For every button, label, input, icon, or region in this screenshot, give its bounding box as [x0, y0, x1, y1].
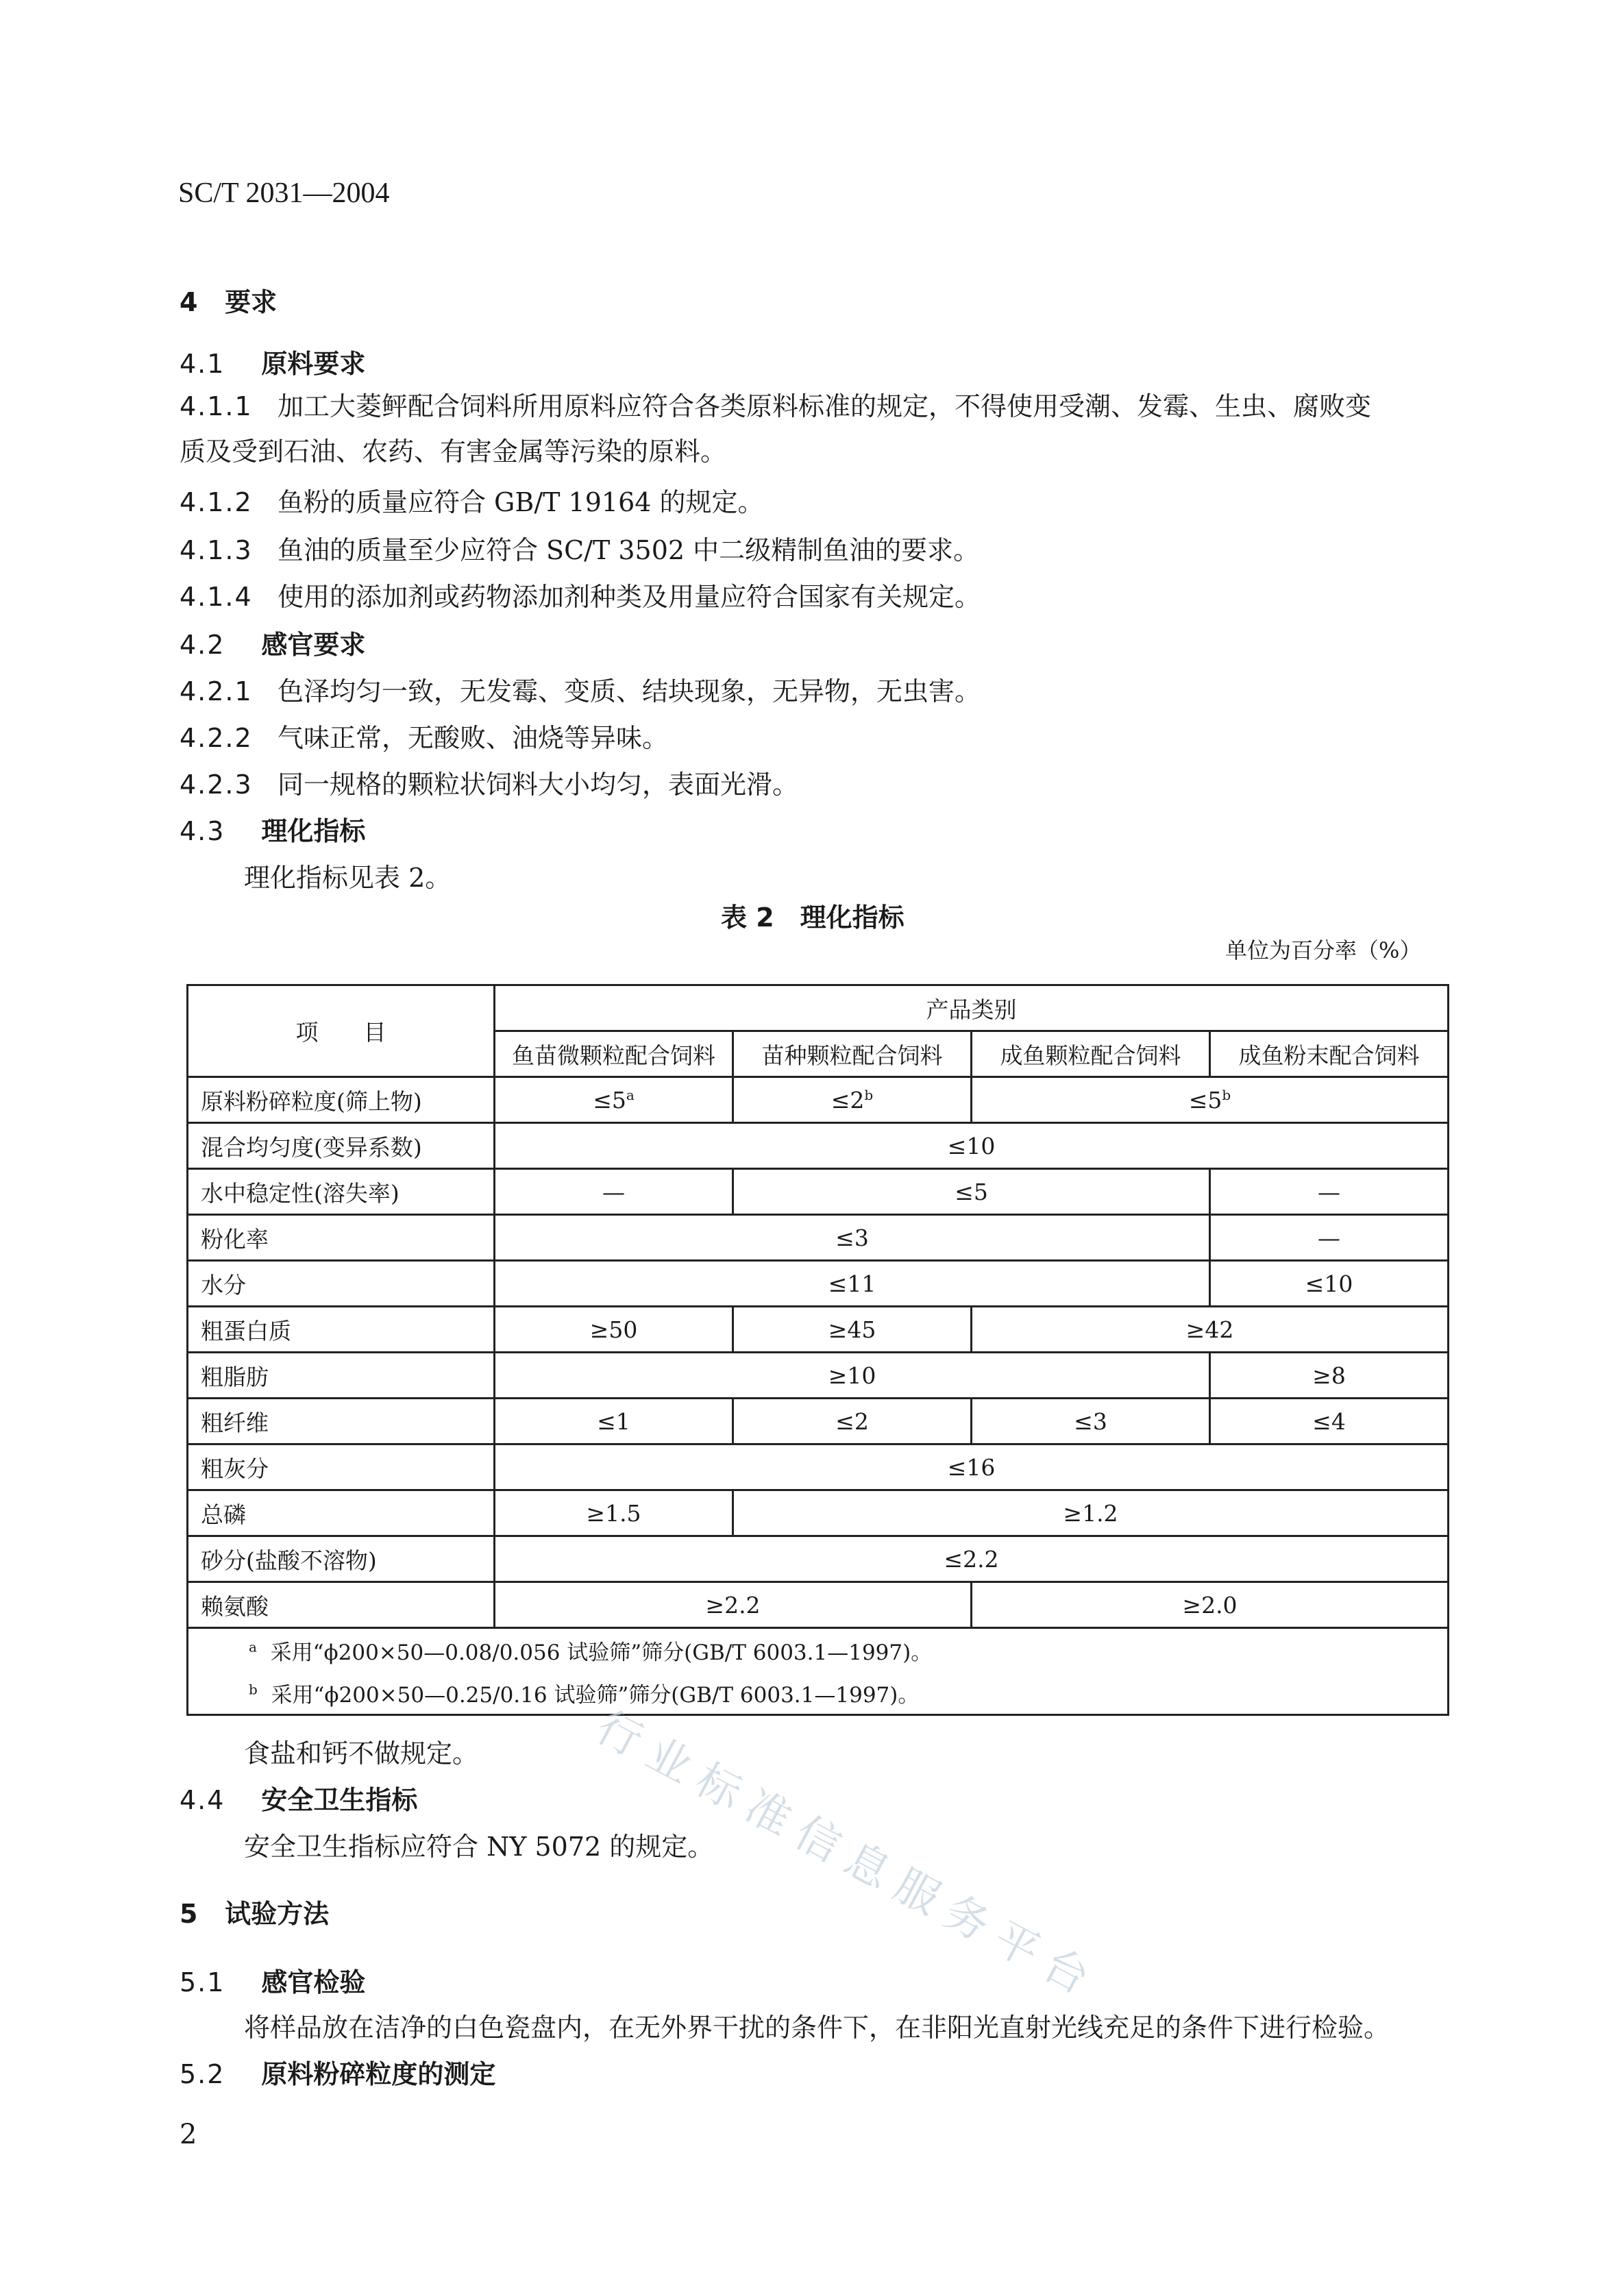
clause-4-1-4 — [180, 576, 981, 613]
table-cell: $\le 5^a$ — [495, 1077, 733, 1123]
clause-number: 4.1.3 — [180, 535, 253, 565]
table-cell: ≤10 — [495, 1123, 1449, 1169]
clause-text: 色泽均匀一致，无发霉、变质、结块现象，无异物，无虫害。 — [277, 676, 981, 706]
row-label: 水中稳定性(溶失率) — [188, 1169, 495, 1215]
row-label: 赖氨酸 — [188, 1582, 495, 1628]
row-label: 粗脂肪 — [188, 1353, 495, 1399]
section-4-3-heading — [180, 810, 365, 848]
row-label: 总磷 — [188, 1490, 495, 1536]
section-5-2-heading — [180, 2053, 495, 2091]
table-cell: — — [495, 1169, 733, 1215]
table-head-group: 产品类别 — [495, 985, 1449, 1031]
table-head-col: 鱼苗微颗粒配合饲料 — [495, 1031, 733, 1077]
section-title: 感官要求 — [261, 630, 366, 660]
table-row — [188, 1123, 1449, 1169]
clause-4-2-3 — [180, 763, 798, 801]
table-cell: — — [1210, 1215, 1449, 1261]
table-cell: ≤10 — [1210, 1261, 1449, 1307]
watermark: 行业标准信息服务平台 — [588, 1701, 1108, 2010]
section-number: 4.4 — [180, 1785, 225, 1815]
clause-number: 4.2.2 — [180, 723, 253, 753]
table-cell: ≥2.2 — [495, 1582, 972, 1628]
table-row — [188, 1215, 1449, 1261]
row-label: 粉化率 — [188, 1215, 495, 1261]
table-head-col: 苗种颗粒配合饲料 — [733, 1031, 972, 1077]
table-cell: ≤16 — [495, 1444, 1449, 1490]
row-label: 粗蛋白质 — [188, 1307, 495, 1353]
row-label: 水分 — [188, 1261, 495, 1307]
clause-number: 4.1.4 — [180, 582, 253, 612]
section-title: 原料要求 — [261, 349, 366, 379]
clause-4-1-1-cont: 质及受到石油、农药、有害金属等污染的原料。 — [180, 436, 727, 467]
table-cell: ≥2.0 — [972, 1582, 1449, 1628]
section-4-4-text: 安全卫生指标应符合 NY 5072 的规定。 — [244, 1832, 714, 1862]
clause-text: 加工大菱鲆配合饲料所用原料应符合各类原料标准的规定，不得使用受潮、发霉、生虫、腐败变 — [277, 391, 1371, 421]
table-head-item: 项 目 — [188, 985, 495, 1077]
table-footnote-row — [188, 1628, 1449, 1672]
clause-text: 使用的添加剂或药物添加剂种类及用量应符合国家有关规定。 — [277, 582, 981, 612]
section-title: 安全卫生指标 — [261, 1785, 418, 1815]
clause-4-1-1 — [180, 385, 1371, 423]
section-title: 理化指标 — [261, 816, 366, 846]
table-footnote-row — [188, 1671, 1449, 1715]
clause-text: 鱼粉的质量应符合 GB/T 19164 的规定。 — [277, 487, 764, 517]
table-row — [188, 1261, 1449, 1307]
row-label: 原料粉碎粒度(筛上物) — [188, 1077, 495, 1123]
row-label: 粗纤维 — [188, 1399, 495, 1444]
clause-4-1-2 — [180, 481, 764, 519]
section-title: 感官检验 — [261, 1967, 366, 1997]
clause-number: 4.2.3 — [180, 770, 253, 800]
section-number: 4.3 — [180, 816, 225, 846]
table-cell: $\le 5^b$ — [972, 1077, 1449, 1123]
table-row — [188, 1536, 1449, 1582]
table-cell: ≤2.2 — [495, 1536, 1449, 1582]
clause-4-2-2 — [180, 717, 668, 754]
table-cell: ≤3 — [972, 1399, 1210, 1444]
table-row — [188, 1490, 1449, 1536]
standard-number: SC/T 2031—2004 — [178, 177, 390, 209]
table-title: 表 2 理化指标 — [721, 902, 905, 933]
table-cell: ≤3 — [495, 1215, 1210, 1261]
clause-4-1-3 — [180, 529, 979, 567]
table-cell: $\le 2^b$ — [733, 1077, 972, 1123]
table-header-row — [188, 985, 1449, 1031]
page-number: 2 — [180, 2119, 197, 2150]
table-row — [188, 1444, 1449, 1490]
table-cell: ≥10 — [495, 1353, 1210, 1399]
section-title: 原料粉碎粒度的测定 — [261, 2059, 496, 2089]
section-4-1-heading — [180, 343, 365, 380]
table-cell: ≥8 — [1210, 1353, 1449, 1399]
section-5-1-heading — [180, 1961, 365, 1999]
table-2 — [186, 984, 1449, 1716]
table-cell: ≤1 — [495, 1399, 733, 1444]
section-number: 4 — [180, 287, 198, 317]
section-number: 5.1 — [180, 1967, 225, 1997]
section-number: 5 — [180, 1899, 198, 1929]
table-row — [188, 1399, 1449, 1444]
section-number: 5.2 — [180, 2059, 225, 2089]
clause-text: 鱼油的质量至少应符合 SC/T 3502 中二级精制鱼油的要求。 — [277, 535, 980, 565]
table-cell: ≥1.5 — [495, 1490, 733, 1536]
section-4-heading — [180, 281, 277, 319]
section-4-2-heading — [180, 624, 365, 661]
row-label: 粗灰分 — [188, 1444, 495, 1490]
table-cell: ≥45 — [733, 1307, 972, 1353]
table-cell: — — [1210, 1169, 1449, 1215]
table-row — [188, 1582, 1449, 1628]
section-number: 4.1 — [180, 349, 225, 379]
clause-number: 4.1.2 — [180, 487, 253, 517]
table-footnote: $^a$ 采用“ϕ200×50—0.08/0.056 试验筛”筛分(GB/T 6003.1—1997)。 — [188, 1628, 1449, 1672]
table-unit: 单位为百分率（%） — [1225, 937, 1422, 963]
clause-number: 4.1.1 — [180, 391, 253, 421]
section-title: 试验方法 — [225, 1899, 330, 1929]
table-cell: ≥42 — [972, 1307, 1449, 1353]
section-5-1-text: 将样品放在洁净的白色瓷盘内，在无外界干扰的条件下，在非阳光直射光线充足的条件下进行检验。 — [244, 2013, 1390, 2043]
section-number: 4.2 — [180, 630, 225, 660]
table-row — [188, 1307, 1449, 1353]
section-title: 要求 — [225, 287, 278, 317]
table-row — [188, 1169, 1449, 1215]
table-cell: ≤11 — [495, 1261, 1210, 1307]
after-table-text: 食盐和钙不做规定。 — [244, 1738, 479, 1769]
clause-text: 气味正常，无酸败、油烧等异味。 — [277, 723, 668, 753]
clause-text: 同一规格的颗粒状饲料大小均匀，表面光滑。 — [277, 770, 798, 800]
section-4-4-heading — [180, 1779, 417, 1817]
section-5-heading — [180, 1893, 329, 1930]
table-head-col: 成鱼粉末配合饲料 — [1210, 1031, 1449, 1077]
section-4-3-text: 理化指标见表 2。 — [244, 863, 452, 893]
table-cell: ≤5 — [733, 1169, 1210, 1215]
row-label: 砂分(盐酸不溶物) — [188, 1536, 495, 1582]
row-label: 混合均匀度(变异系数) — [188, 1123, 495, 1169]
table-cell: ≤2 — [733, 1399, 972, 1444]
table-footnote: $^b$ 采用“ϕ200×50—0.25/0.16 试验筛”筛分(GB/T 6003.1—1997)。 — [188, 1671, 1449, 1715]
clause-number: 4.2.1 — [180, 676, 253, 706]
table-row — [188, 1353, 1449, 1399]
table-row — [188, 1077, 1449, 1123]
table-cell: ≥50 — [495, 1307, 733, 1353]
table-cell: ≥1.2 — [733, 1490, 1449, 1536]
table-cell: ≤4 — [1210, 1399, 1449, 1444]
table-head-col: 成鱼颗粒配合饲料 — [972, 1031, 1210, 1077]
clause-4-2-1 — [180, 670, 981, 708]
